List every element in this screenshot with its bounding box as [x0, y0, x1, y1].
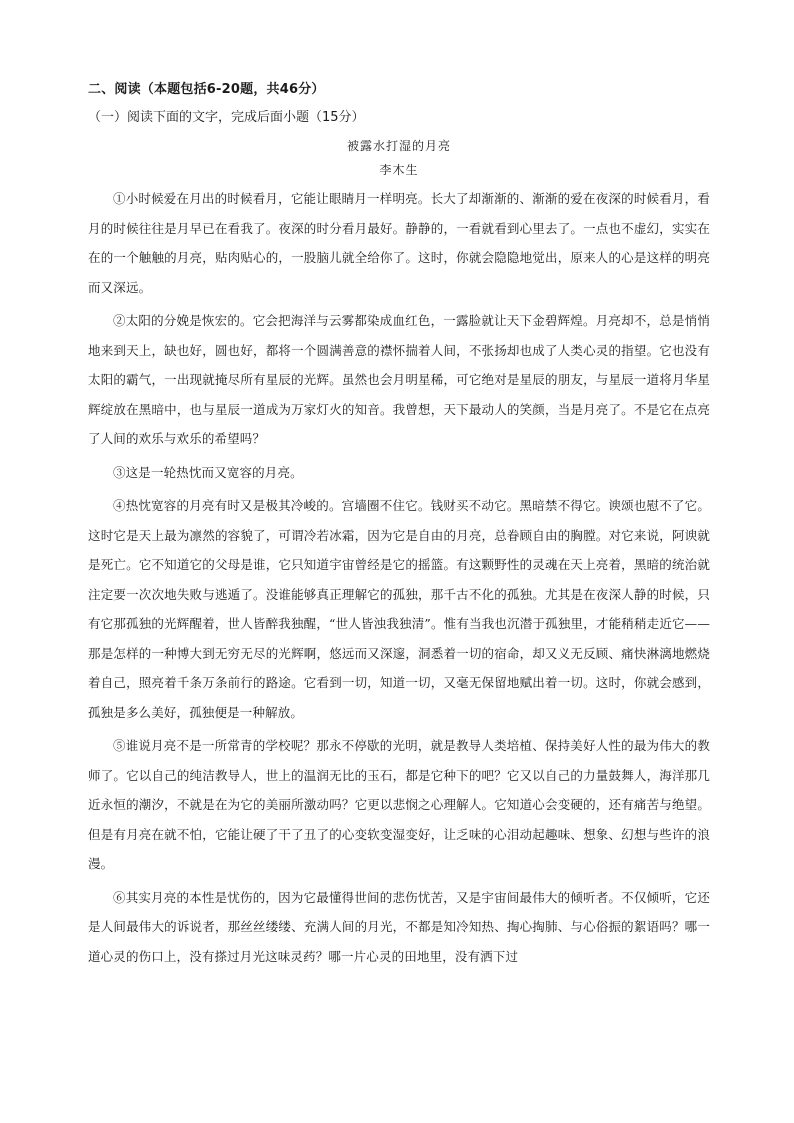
article-paragraph-5: ⑤谁说月亮不是一所常青的学校呢？那永不停歇的光明，就是教导人类培植、保持美好人性的最为伟大的教师了。它以自己的纯洁教导人，世上的温润无比的玉石，都是它种下的吧？它又以自己的力量鼓舞人，海洋那几近永恒的潮汐，不就是在为它的美丽所激动吗？它更以悲悯之心理解人。它知道心会变硬的，还有痛苦与绝望。但是有月亮在就不怕，它能让硬了干了丑了的心变软变湿变好，让乏味的心泪动起趣味、想象、幻想与些许的浪漫。	[88, 738, 710, 871]
article-paragraph-6: ⑥其实月亮的本性是忧伤的，因为它最懂得世间的悲伤忧苦，又是宇宙间最伟大的倾听者。不仅倾听，它还是人间最伟大的诉说者，那丝丝缕缕、充满人间的月光，不都是知冷知热、掏心掏肺、与心俗振的絮语吗？哪一道心灵的伤口上，没有搽过月光这味灵药？哪一片心灵的田地里，没有洒下过	[88, 889, 710, 964]
article-paragraph-1: ①小时候爱在月出的时候看月，它能让眼睛月一样明亮。长大了却渐渐的、渐渐的爱在夜深的时候看月，看月的时候往往是月早已在看我了。夜深的时分看月最好。静静的，一看就看到心里去了。一点也不虚幻，实实在在的一个触触的月亮，贴肉贴心的，一股脑儿就全给你了。这时，你就会隐隐地觉出，原来人的心是这样的明亮而又深远。	[88, 191, 710, 295]
article-author: 李木生	[379, 163, 419, 177]
article-paragraph-4: ④热忱宽容的月亮有时又是极其冷峻的。宫墙圈不住它。钱财买不动它。黑暗禁不得它。谀颂也慰不了它。这时它是天上最为凛然的容貌了，可谓冷若冰霜，因为它是自由的月亮，总眷顾自由的胸膛。对它来说，阿谀就是死亡。它不知道它的父母是谁，它只知道宇宙曾经是它的摇篮。有这颗野性的灵魂在天上亮着，黑暗的统治就注定要一次次地失败与逃遁了。没谁能够真正理解它的孤独，那千古不化的孤独。尤其是在夜深人静的时候，只有它那孤独的光辉醒着，世人皆醉我独醒，“世人皆浊我独清”。惟有当我也沉潜于孤独里，才能稍稍走近它——那是怎样的一种博大到无穷无尽的光辉啊，悠远而又深邃，洞悉着一切的宿命，却又义无反顾、痛快淋漓地燃烧着自己，照亮着千条万条前行的路途。它看到一切，知道一切，又毫无保留地赋出着一切。这时，你就会感到，孤独是多么美好，孤独便是一种解放。	[88, 498, 710, 720]
section-heading: 二、阅读（本题包括6-20题，共46分）	[88, 82, 325, 97]
exam-page	[88, 80, 710, 971]
article-paragraph-3: ③这是一轮热忱而又宽容的月亮。	[113, 464, 303, 480]
article-title: 被露水打湿的月亮	[346, 139, 451, 153]
reading-instruction: （一）阅读下面的文字，完成后面小题（15分）	[88, 110, 365, 125]
article-paragraph-2: ②太阳的分娩是恢宏的。它会把海洋与云雾都染成血红色，一露脸就让天下金碧辉煌。月亮却不，总是悄悄地来到天上，缺也好，圆也好，都将一个圆满善意的襟怀揣着人间，不张扬却也成了人类心灵的指望。它也没有太阳的霸气，一出现就掩尽所有星辰的光辉。虽然也会月明星稀，可它绝对是星辰的朋友，与星辰一道将月华星辉绽放在黑暗中，也与星辰一道成为万家灯火的知音。我曾想，天下最动人的笑颜，当是月亮了。不是它在点亮了人间的欢乐与欢乐的希望吗？	[88, 313, 710, 446]
